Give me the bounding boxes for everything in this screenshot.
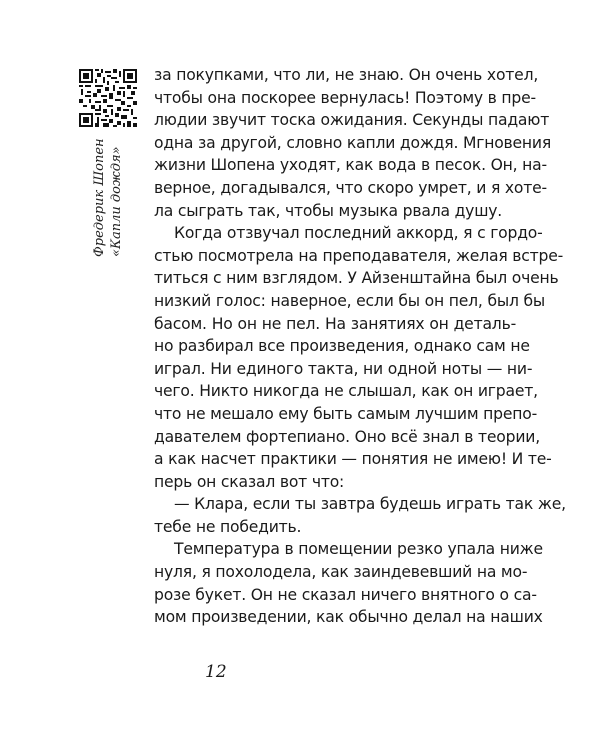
text-line: тебе не победить. — [154, 517, 302, 536]
text-line: низкий голос: наверное, если бы он пел, был бы — [154, 291, 546, 310]
caption-composer: Фредерик Шопен — [92, 138, 107, 257]
text-line: нуля, я похолодела, как заиндевевший на мо- — [154, 563, 528, 582]
text-line: людии звучит тоска ожидания. Секунды падают — [154, 111, 550, 130]
text-line: мом произведении, как обычно делал на наших — [154, 608, 543, 627]
text-line: перь он сказал вот что: — [154, 472, 345, 491]
text-line: играл. Ни единого такта, ни одной ноты — ни- — [154, 359, 533, 378]
text-line: розе букет. Он не сказал ничего внятного о са- — [154, 585, 537, 604]
text-line: — Клара, если ты завтра будешь играть так же, — [174, 495, 566, 514]
text-line: чего. Никто никогда не слышал, как он играет, — [154, 382, 538, 401]
text-line: а как насчет практики — понятия не имею! И те- — [154, 450, 552, 469]
text-line: чтобы она поскорее вернулась! Поэтому в пре- — [154, 88, 536, 107]
caption-piece-title: «Капли дождя» — [109, 146, 124, 257]
text-line: за покупками, что ли, не знаю. Он очень хотел, — [154, 66, 539, 84]
vertical-caption — [82, 129, 134, 259]
text-line: ла сыграть так, чтобы музыка рвала душу. — [154, 201, 503, 220]
text-line: верное, догадывался, что скоро умрет, и я хоте- — [154, 178, 547, 197]
qr-code-icon[interactable] — [79, 69, 137, 127]
text-line: что не мешало ему быть самым лучшим препо- — [154, 404, 537, 423]
text-line: Когда отзвучал последний аккорд, я с гордо- — [174, 224, 543, 243]
text-line: титься с ним взглядом. У Айзенштайна был очень — [154, 269, 559, 288]
text-line: Температура в помещении резко упала ниже — [174, 540, 543, 559]
body-text — [154, 64, 566, 629]
text-line: басом. Но он не пел. На занятиях он деталь- — [154, 314, 516, 333]
text-line: стью посмотрела на преподавателя, желая встре- — [154, 246, 564, 265]
text-line: одна за другой, словно капли дождя. Мгновения — [154, 133, 552, 152]
page-number: 12 — [205, 662, 227, 682]
text-line: жизни Шопена уходят, как вода в песок. Он, на- — [154, 156, 547, 175]
text-line: но разбирал все произведения, однако сам не — [154, 337, 530, 356]
text-line: давателем фортепиано. Оно всё знал в теории, — [154, 427, 540, 446]
